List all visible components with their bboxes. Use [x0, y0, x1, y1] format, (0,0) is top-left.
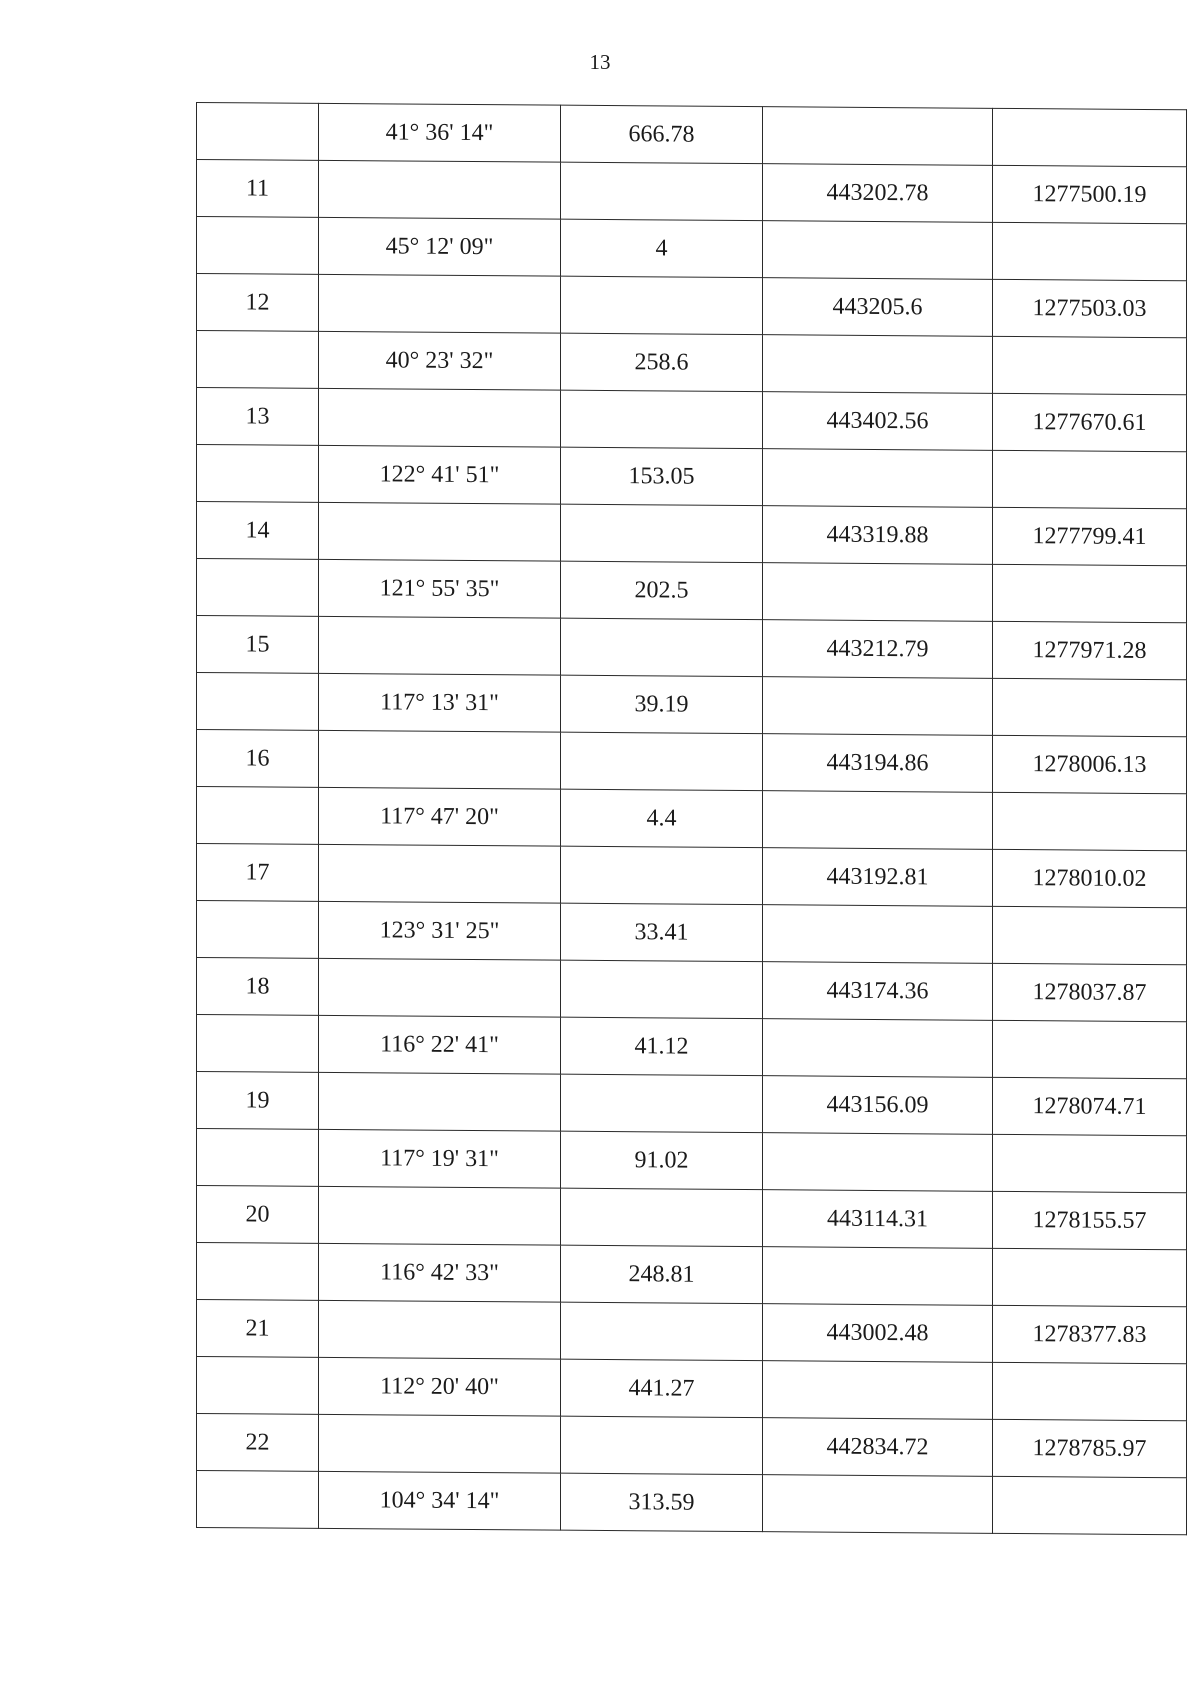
table-row — [197, 616, 1187, 680]
cell-coordinate-y: 1278010.02 — [993, 849, 1187, 907]
cell-distance: 441.27 — [561, 1359, 763, 1417]
table-row — [197, 502, 1187, 566]
cell-coordinate-x: 443402.56 — [763, 392, 993, 451]
cell-coordinate-y: 1278074.71 — [993, 1077, 1187, 1135]
cell-coordinate-y — [993, 792, 1187, 850]
cell-bearing-angle — [319, 1300, 561, 1359]
cell-coordinate-y: 1278785.97 — [993, 1419, 1187, 1477]
cell-bearing-angle — [319, 1072, 561, 1131]
cell-distance — [561, 390, 763, 448]
cell-distance — [561, 618, 763, 676]
cell-coordinate-y: 1278037.87 — [993, 963, 1187, 1021]
cell-distance: 39.19 — [561, 675, 763, 733]
cell-distance — [561, 1074, 763, 1132]
cell-coordinate-x: 443192.81 — [763, 848, 993, 907]
cell-point-number: 17 — [197, 844, 319, 902]
cell-coordinate-y — [993, 1020, 1187, 1078]
table-row — [197, 1015, 1187, 1079]
cell-coordinate-x — [763, 107, 993, 166]
cell-coordinate-x — [763, 449, 993, 508]
cell-coordinate-x: 443174.36 — [763, 962, 993, 1021]
cell-distance: 202.5 — [561, 561, 763, 619]
table-row — [197, 1471, 1187, 1535]
cell-distance: 153.05 — [561, 447, 763, 505]
table-row — [197, 559, 1187, 623]
cell-distance — [561, 960, 763, 1018]
table-row — [197, 1357, 1187, 1421]
coordinates-table — [196, 102, 1187, 1535]
cell-coordinate-y: 1277799.41 — [993, 507, 1187, 565]
cell-point-number: 21 — [197, 1300, 319, 1358]
cell-coordinate-y — [993, 678, 1187, 736]
cell-bearing-angle: 122° 41' 51" — [319, 445, 561, 504]
cell-distance: 91.02 — [561, 1131, 763, 1189]
cell-point-number: 18 — [197, 958, 319, 1016]
cell-bearing-angle — [319, 958, 561, 1017]
cell-distance: 33.41 — [561, 903, 763, 961]
table-row — [197, 901, 1187, 965]
cell-bearing-angle: 117° 19' 31" — [319, 1129, 561, 1188]
cell-point-number: 12 — [197, 274, 319, 332]
cell-coordinate-x: 443002.48 — [763, 1304, 993, 1363]
cell-coordinate-y — [993, 336, 1187, 394]
cell-coordinate-y — [993, 906, 1187, 964]
cell-bearing-angle: 121° 55' 35" — [319, 559, 561, 618]
table-row — [197, 274, 1187, 338]
table-row — [197, 730, 1187, 794]
table-row — [197, 1072, 1187, 1136]
cell-coordinate-x — [763, 1019, 993, 1078]
cell-point-number — [197, 1471, 319, 1529]
cell-coordinate-x — [763, 677, 993, 736]
cell-coordinate-x: 443156.09 — [763, 1076, 993, 1135]
cell-distance: 248.81 — [561, 1245, 763, 1303]
cell-coordinate-y: 1277971.28 — [993, 621, 1187, 679]
cell-bearing-angle: 45° 12' 09" — [319, 217, 561, 276]
table-row — [197, 1129, 1187, 1193]
cell-coordinate-x: 443205.6 — [763, 278, 993, 337]
cell-coordinate-x: 443212.79 — [763, 620, 993, 679]
cell-coordinate-y — [993, 1476, 1187, 1534]
cell-coordinate-y: 1278155.57 — [993, 1191, 1187, 1249]
table-row — [197, 958, 1187, 1022]
cell-bearing-angle: 117° 13' 31" — [319, 673, 561, 732]
table-row — [197, 388, 1187, 452]
cell-point-number — [197, 331, 319, 389]
cell-point-number — [197, 217, 319, 275]
cell-coordinate-x — [763, 791, 993, 850]
cell-distance: 41.12 — [561, 1017, 763, 1075]
cell-bearing-angle — [319, 730, 561, 789]
cell-bearing-angle — [319, 502, 561, 561]
cell-bearing-angle: 41° 36' 14" — [319, 103, 561, 162]
cell-point-number — [197, 103, 319, 161]
cell-bearing-angle: 40° 23' 32" — [319, 331, 561, 390]
cell-coordinate-x — [763, 335, 993, 394]
cell-point-number: 11 — [197, 160, 319, 218]
cell-bearing-angle — [319, 616, 561, 675]
cell-bearing-angle — [319, 844, 561, 903]
cell-point-number — [197, 559, 319, 617]
cell-coordinate-x: 442834.72 — [763, 1418, 993, 1477]
cell-coordinate-y — [993, 1362, 1187, 1420]
cell-coordinate-y: 1278377.83 — [993, 1305, 1187, 1363]
cell-bearing-angle: 116° 22' 41" — [319, 1015, 561, 1074]
cell-distance — [561, 1416, 763, 1474]
cell-coordinate-x — [763, 905, 993, 964]
cell-distance — [561, 1188, 763, 1246]
table-row — [197, 445, 1187, 509]
cell-coordinate-y — [993, 108, 1187, 166]
cell-coordinate-y: 1277503.03 — [993, 279, 1187, 337]
cell-point-number — [197, 901, 319, 959]
cell-point-number — [197, 1243, 319, 1301]
table-row — [197, 331, 1187, 395]
cell-distance: 666.78 — [561, 105, 763, 163]
cell-point-number — [197, 445, 319, 503]
cell-point-number — [197, 787, 319, 845]
cell-coordinate-x — [763, 1361, 993, 1420]
cell-distance — [561, 162, 763, 220]
cell-distance: 258.6 — [561, 333, 763, 391]
cell-coordinate-y: 1277500.19 — [993, 165, 1187, 223]
cell-coordinate-x: 443319.88 — [763, 506, 993, 565]
cell-distance — [561, 276, 763, 334]
cell-point-number: 20 — [197, 1186, 319, 1244]
cell-coordinate-y: 1277670.61 — [993, 393, 1187, 451]
table-row — [197, 1414, 1187, 1478]
cell-bearing-angle: 116° 42' 33" — [319, 1243, 561, 1302]
cell-coordinate-x: 443114.31 — [763, 1190, 993, 1249]
cell-point-number — [197, 673, 319, 731]
cell-point-number: 14 — [197, 502, 319, 560]
cell-point-number: 16 — [197, 730, 319, 788]
cell-distance — [561, 1302, 763, 1360]
cell-distance — [561, 732, 763, 790]
cell-bearing-angle: 117° 47' 20" — [319, 787, 561, 846]
cell-coordinate-y — [993, 222, 1187, 280]
cell-coordinate-y: 1278006.13 — [993, 735, 1187, 793]
table-row — [197, 1243, 1187, 1307]
cell-coordinate-x — [763, 1133, 993, 1192]
table-row — [197, 1186, 1187, 1250]
cell-distance: 4.4 — [561, 789, 763, 847]
cell-bearing-angle: 104° 34' 14" — [319, 1471, 561, 1530]
table-row — [197, 103, 1187, 167]
cell-coordinate-x: 443194.86 — [763, 734, 993, 793]
cell-distance: 313.59 — [561, 1473, 763, 1531]
table-row — [197, 217, 1187, 281]
cell-bearing-angle — [319, 388, 561, 447]
cell-coordinate-y — [993, 564, 1187, 622]
cell-coordinate-x — [763, 1475, 993, 1534]
table-row — [197, 673, 1187, 737]
cell-coordinate-y — [993, 450, 1187, 508]
cell-point-number — [197, 1015, 319, 1073]
page-number: 13 — [589, 50, 611, 74]
cell-point-number: 15 — [197, 616, 319, 674]
cell-point-number — [197, 1129, 319, 1187]
cell-bearing-angle — [319, 1186, 561, 1245]
table-body — [197, 103, 1187, 1535]
cell-distance — [561, 846, 763, 904]
cell-coordinate-y — [993, 1248, 1187, 1306]
cell-distance: 4 — [561, 219, 763, 277]
cell-bearing-angle: 123° 31' 25" — [319, 901, 561, 960]
cell-bearing-angle — [319, 160, 561, 219]
cell-point-number: 22 — [197, 1414, 319, 1472]
table-row — [197, 1300, 1187, 1364]
cell-coordinate-x — [763, 1247, 993, 1306]
cell-point-number — [197, 1357, 319, 1415]
cell-coordinate-x — [763, 221, 993, 280]
cell-coordinate-x — [763, 563, 993, 622]
cell-coordinate-x: 443202.78 — [763, 164, 993, 223]
cell-point-number: 19 — [197, 1072, 319, 1130]
coordinates-table-container — [196, 102, 1186, 1535]
cell-bearing-angle — [319, 1414, 561, 1473]
table-row — [197, 787, 1187, 851]
cell-bearing-angle: 112° 20' 40" — [319, 1357, 561, 1416]
cell-coordinate-y — [993, 1134, 1187, 1192]
cell-distance — [561, 504, 763, 562]
cell-point-number: 13 — [197, 388, 319, 446]
table-row — [197, 844, 1187, 908]
table-row — [197, 160, 1187, 224]
cell-bearing-angle — [319, 274, 561, 333]
